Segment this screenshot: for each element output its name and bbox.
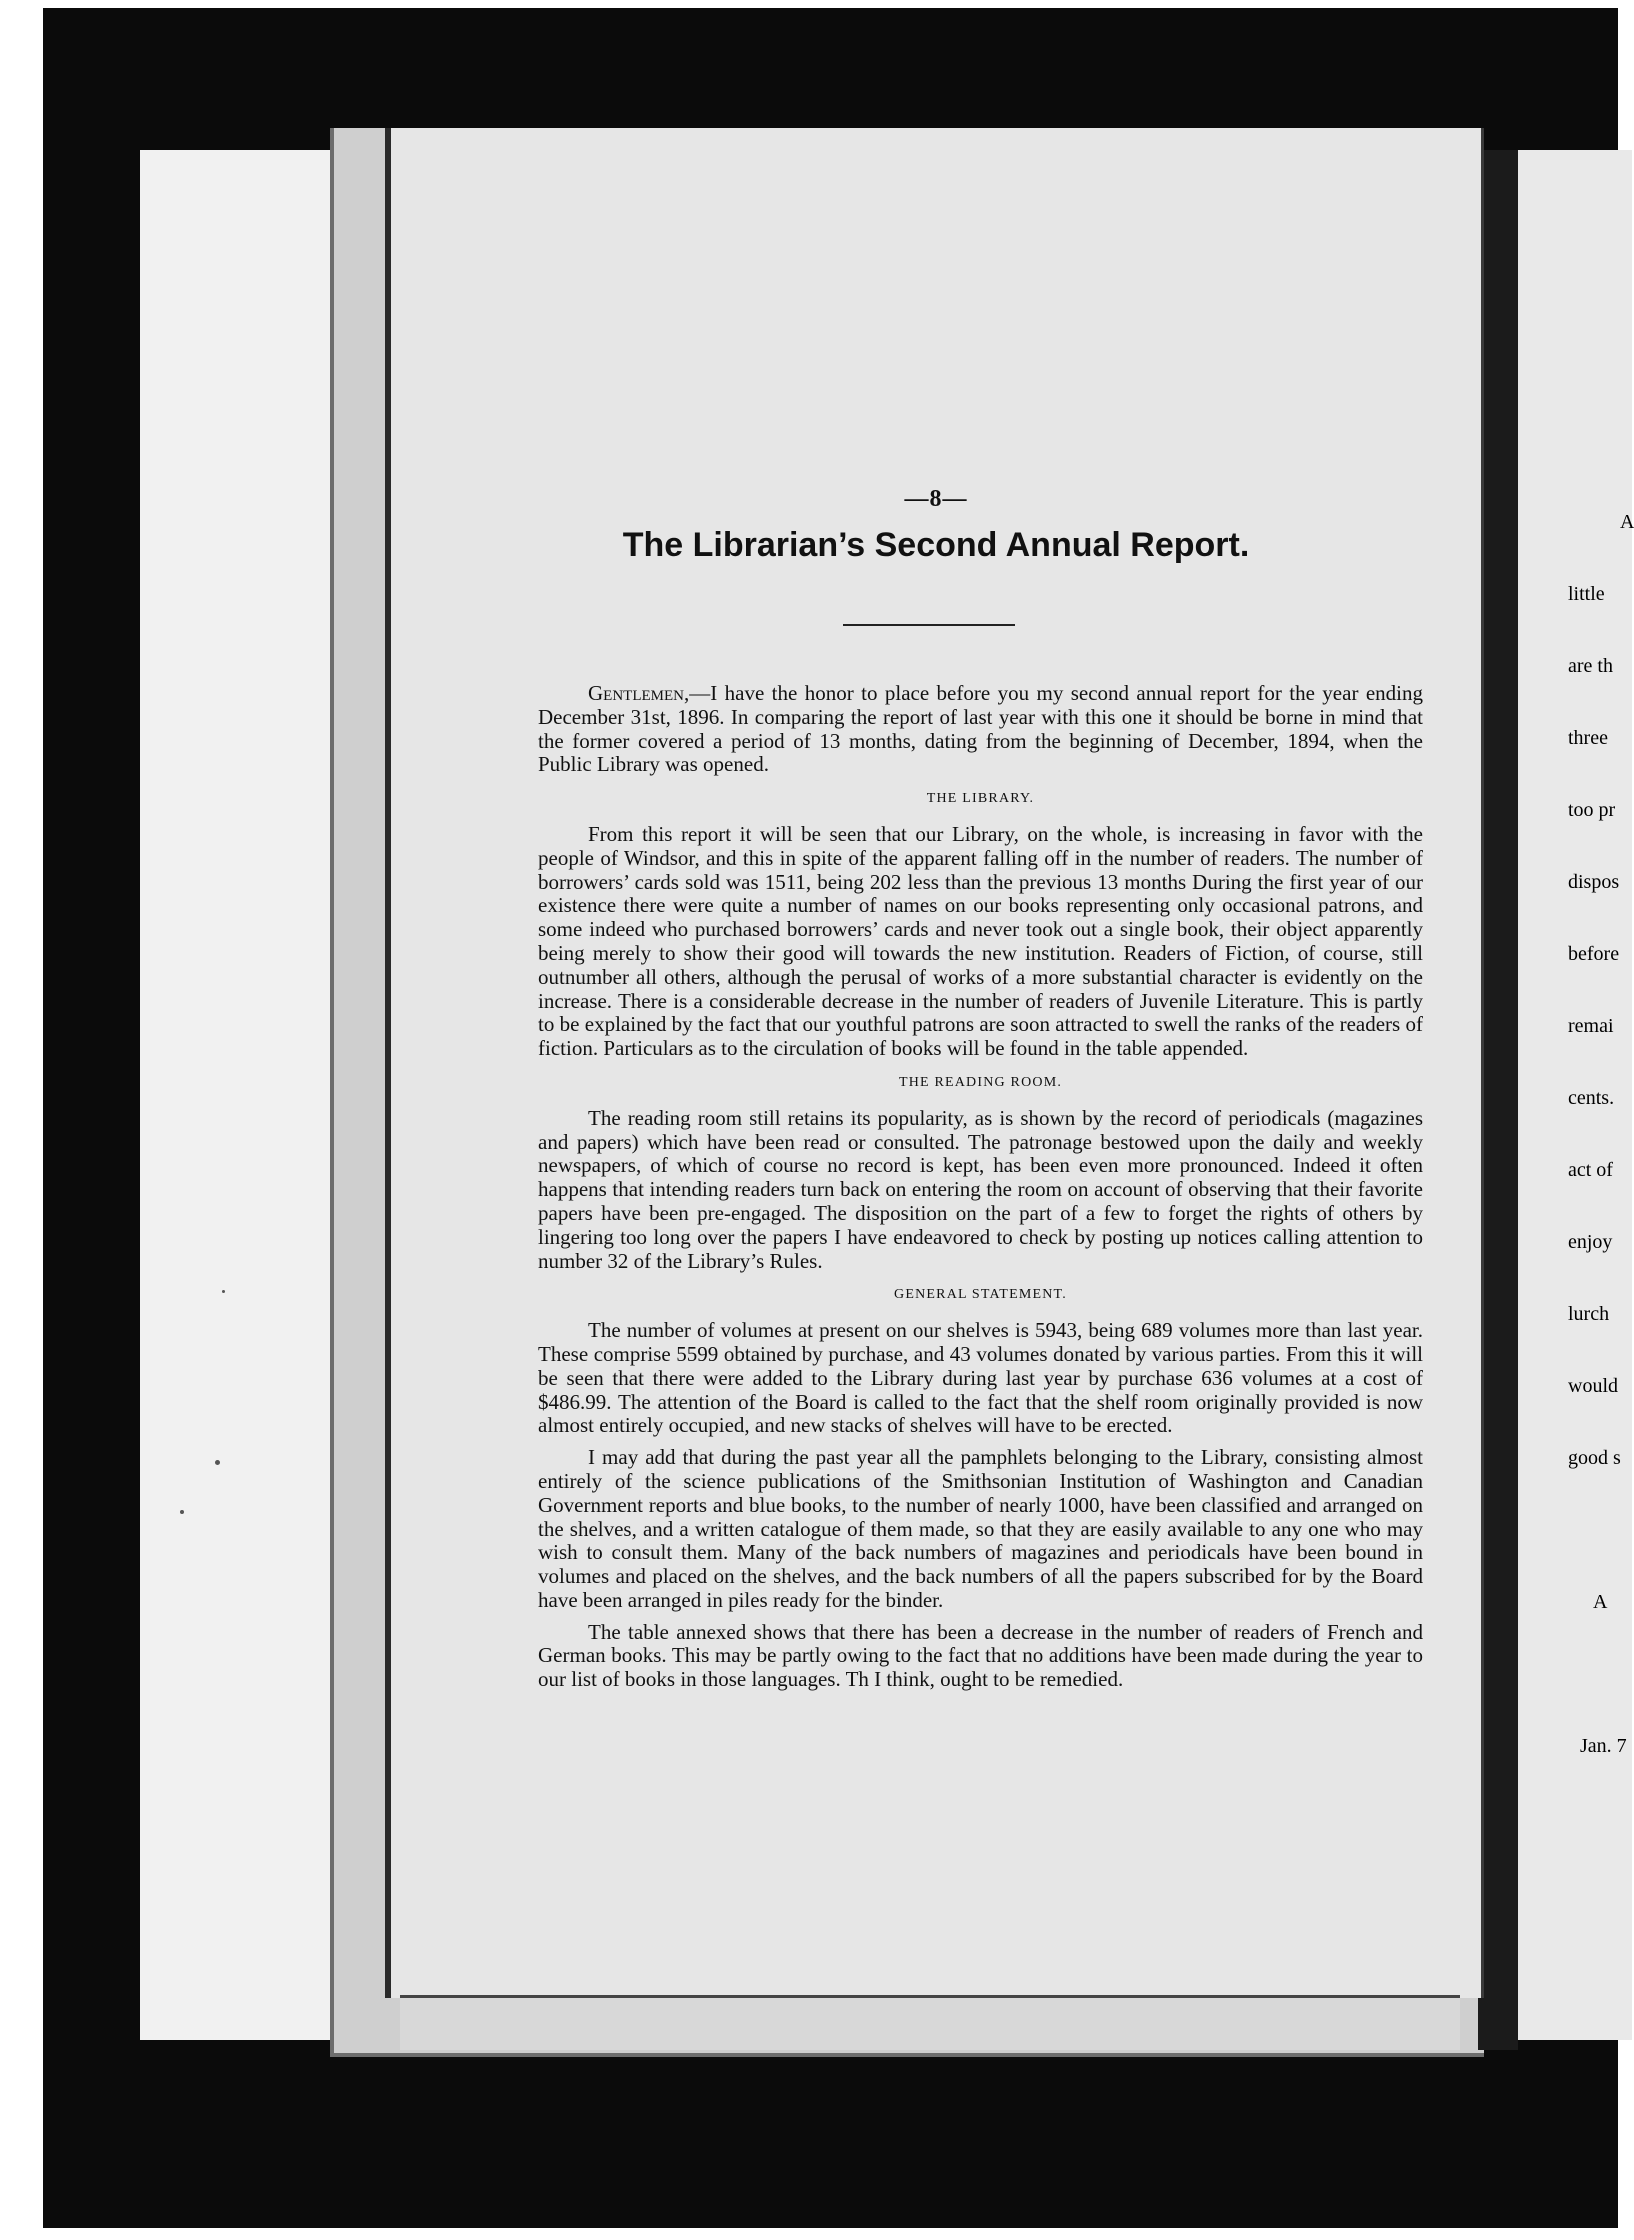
facing-line: would: [1568, 1375, 1618, 1397]
library-paragraph: From this report it will be seen that our Library, on the whole, is increasing in favor with the people of Windsor, and this in spite of the apparent falling off in the number of readers. The number of borrowers’ cards sold was 1511, being 202 less than the previous 13 months During the first year of our existence there were quite a number of names on our books representing only occasional patrons, and some indeed who purchased borrowers’ cards and never took out a single book, their object apparently being merely to show their good will towards the new institution. Readers of Fiction, of course, still outnumber all others, although the perusal of works of a more substantial character is evidently on the increase. There is a considerable decrease in the number of readers of Juvenile Literature. This is partly to be explained by the fact that our youthful patrons are soon attracted to swell the ranks of the readers of fiction. Particulars as to the circulation of books will be found in the table appended.: [538, 821, 1423, 1061]
section-heading-library: THE LIBRARY.: [926, 791, 1035, 807]
scan-speck: [215, 1460, 220, 1465]
facing-line: remai: [1568, 1015, 1614, 1037]
facing-line: good s: [1568, 1447, 1621, 1469]
facing-line: before: [1568, 943, 1620, 965]
facing-page-text: [1518, 150, 1632, 1806]
general-statement-paragraph: The number of volumes at present on our shelves is 5943, being 689 volumes more than last year. These comprise 5599 obtained by purchase, and 43 volumes donated by various parties. From this it will be seen that there were added to the Library during last year by purchase 636 volumes at a cost of $486.99. The attention of the Board is called to the fact that the shelf room originally provided is now almost entirely occupied, and new stacks of shelves will have to be erected.: [538, 1318, 1423, 1438]
section-heading-reading-room: THE READING ROOM.: [898, 1074, 1063, 1090]
facing-page: [1518, 150, 1632, 2040]
binding-gutter: [1478, 150, 1518, 2050]
facing-line: Jan. 7: [1580, 1735, 1627, 1757]
reading-room-paragraph: The reading room still retains its popularity, as is shown by the record of periodicals (magazines and papers) which have been read or consulted. The patronage bestowed upon the daily and weekly newspapers, of which of course no record is kept, has been even more pronounced. Indeed it often happens that intending readers turn back on entering the room on account of observing that their favorite papers have been pre-engaged. The disposition on the part of a few to forget the rights of others by lingering too long over the papers I have endeavored to check by posting up notices calling attention to number 32 of the Library’s Rules.: [538, 1105, 1423, 1273]
facing-line: cents.: [1568, 1087, 1615, 1109]
report-page: [385, 128, 1484, 1998]
facing-line: little: [1568, 583, 1605, 605]
facing-line: A: [1593, 1591, 1608, 1613]
facing-line: are th: [1568, 655, 1613, 677]
title-divider: [843, 624, 1015, 626]
scan-speck: [180, 1510, 184, 1514]
facing-line: too pr: [1568, 799, 1616, 821]
section-heading-general-statement: GENERAL STATEMENT.: [894, 1287, 1067, 1303]
report-body: [538, 682, 1423, 1700]
salutation: Gentlemen,: [588, 681, 690, 705]
scan-speck: [222, 1290, 225, 1293]
languages-paragraph: The table annexed shows that there has been a decrease in the number of readers of French and German books. This may be partly owing to the fact that no additions have been made during the year to our list of books in those languages. Th I think, ought to be remedied.: [538, 1619, 1423, 1692]
facing-line: three: [1568, 727, 1608, 749]
intro-paragraph: [538, 682, 1423, 777]
facing-line: [1568, 1662, 1632, 1686]
page-bottom-edge: [400, 1995, 1460, 2050]
facing-line: dispos: [1568, 871, 1620, 893]
pamphlets-paragraph: I may add that during the past year all the pamphlets belonging to the Library, consisting almost entirely of the science publications of the Smithsonian Institution of Washington and Canadian Government reports and blue books, to the number of nearly 1000, have been classified and arranged on the shelves, and a written catalogue of them made, so that they are easily available to any one who may wish to consult them. Many of the back numbers of magazines and periodicals have been bound in volumes and placed on the shelves, and the back numbers of all the papers subscribed for by the Board have been arranged in piles ready for the binder.: [538, 1445, 1423, 1612]
facing-line: act of: [1568, 1159, 1613, 1181]
intro-text: —I have the honor to place before you my second annual report for the year ending December 31st, 1896. In comparing the report of last year with this one it should be borne in mind that the former covered a period of 13 months, dating from the beginning of December, 1894, when the Public Library was opened.: [538, 681, 1423, 777]
facing-line: enjoy: [1568, 1231, 1613, 1253]
facing-line: [1568, 1518, 1632, 1542]
facing-line: A: [1620, 511, 1634, 533]
page-number: —8—: [904, 486, 968, 512]
page-title: The Librarian’s Second Annual Report.: [622, 526, 1250, 564]
facing-line: lurch: [1568, 1303, 1610, 1325]
